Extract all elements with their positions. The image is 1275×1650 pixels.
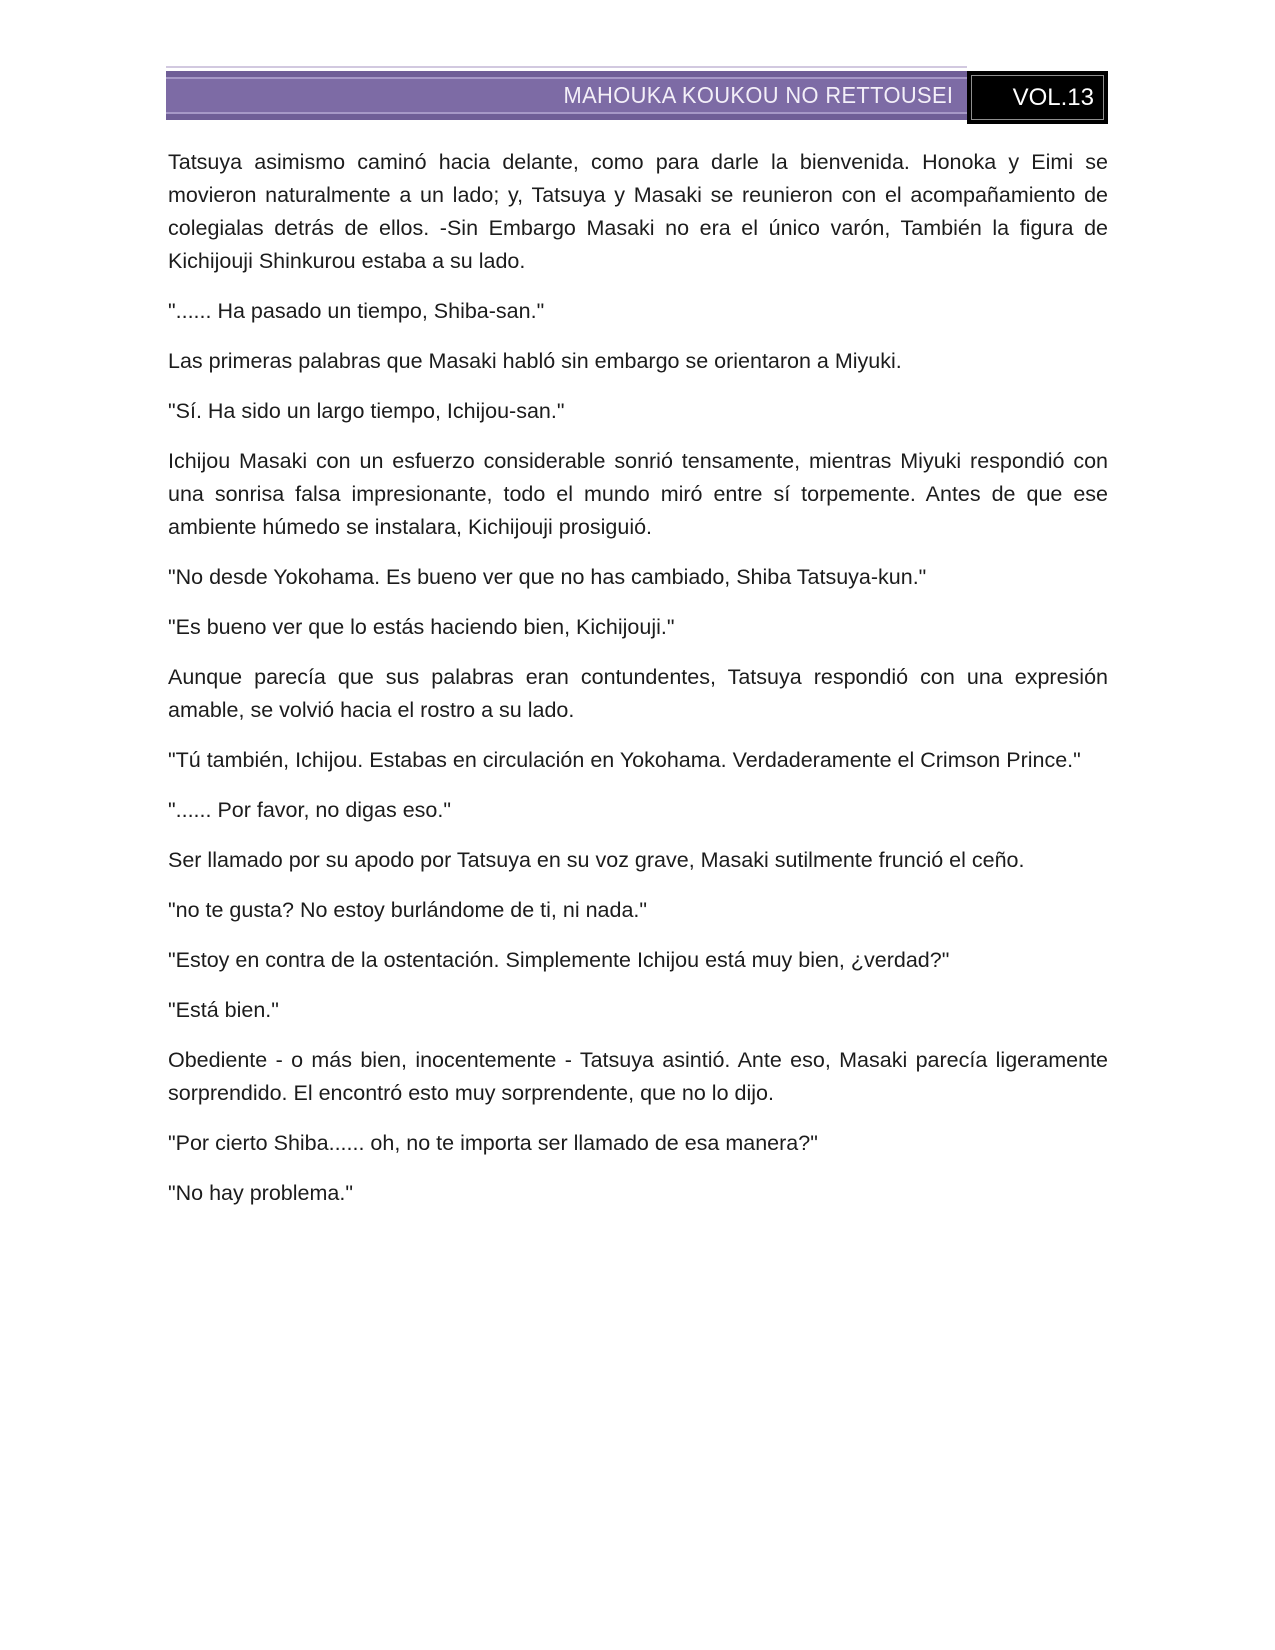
paragraph: "Sí. Ha sido un largo tiempo, Ichijou-san.": [168, 399, 565, 423]
paragraph: "Está bien.": [168, 998, 279, 1022]
series-title: MAHOUKA KOUKOU NO RETTOUSEI: [563, 82, 953, 108]
paragraph: Obediente - o más bien, inocentemente - Tatsuya asintió. Ante eso, Masaki parecía ligeramente sorprendido. El encontró esto muy sorprendente, que no lo dijo.: [168, 1048, 1108, 1105]
paragraph: "Es bueno ver que lo estás haciendo bien, Kichijouji.": [168, 615, 675, 639]
paragraph: Ichijou Masaki con un esfuerzo considerable sonrió tensamente, mientras Miyuki respondió con una sonrisa falsa impresionante, todo el mundo miró entre sí torpemente. Antes de que ese ambiente húmedo se instalara, Kichijouji prosiguió.: [168, 449, 1108, 539]
paragraph: "No desde Yokohama. Es bueno ver que no has cambiado, Shiba Tatsuya-kun.": [168, 565, 927, 589]
header-purple-section: [166, 66, 967, 120]
paragraph: "No hay problema.": [168, 1181, 353, 1205]
header-top-rule: [166, 66, 967, 68]
paragraph: "no te gusta? No estoy burlándome de ti, ni nada.": [168, 898, 648, 922]
body-text: [168, 146, 1108, 1227]
paragraph: Ser llamado por su apodo por Tatsuya en su voz grave, Masaki sutilmente frunció el ceño.: [168, 848, 1025, 872]
volume-box: [967, 71, 1108, 124]
paragraph: "...... Por favor, no digas eso.": [168, 798, 451, 822]
header-title-bar: [166, 71, 967, 120]
paragraph: "...... Ha pasado un tiempo, Shiba-san.": [168, 299, 545, 323]
volume-box-inner-border: [971, 75, 1104, 120]
paragraph: "Por cierto Shiba...... oh, no te importa ser llamado de esa manera?": [168, 1131, 818, 1155]
paragraph: "Tú también, Ichijou. Estabas en circulación en Yokohama. Verdaderamente el Crimson Prince.": [168, 748, 1081, 772]
paragraph: Aunque parecía que sus palabras eran contundentes, Tatsuya respondió con una expresión amable, se volvió hacia el rostro a su lado.: [168, 665, 1108, 722]
paragraph: Tatsuya asimismo caminó hacia delante, como para darle la bienvenida. Honoka y Eimi se movieron naturalmente a un lado; y, Tatsuya y Masaki se reunieron con el acompañamiento de colegialas detrás de ellos. -Sin Embargo Masaki no era el único varón, También la figura de Kichijouji Shinkurou estaba a su lado.: [168, 150, 1108, 273]
page-header: [166, 66, 1108, 124]
paragraph: "Estoy en contra de la ostentación. Simplemente Ichijou está muy bien, ¿verdad?": [168, 948, 950, 972]
paragraph: Las primeras palabras que Masaki habló sin embargo se orientaron a Miyuki.: [168, 349, 902, 373]
volume-label: VOL.13: [1012, 83, 1094, 111]
